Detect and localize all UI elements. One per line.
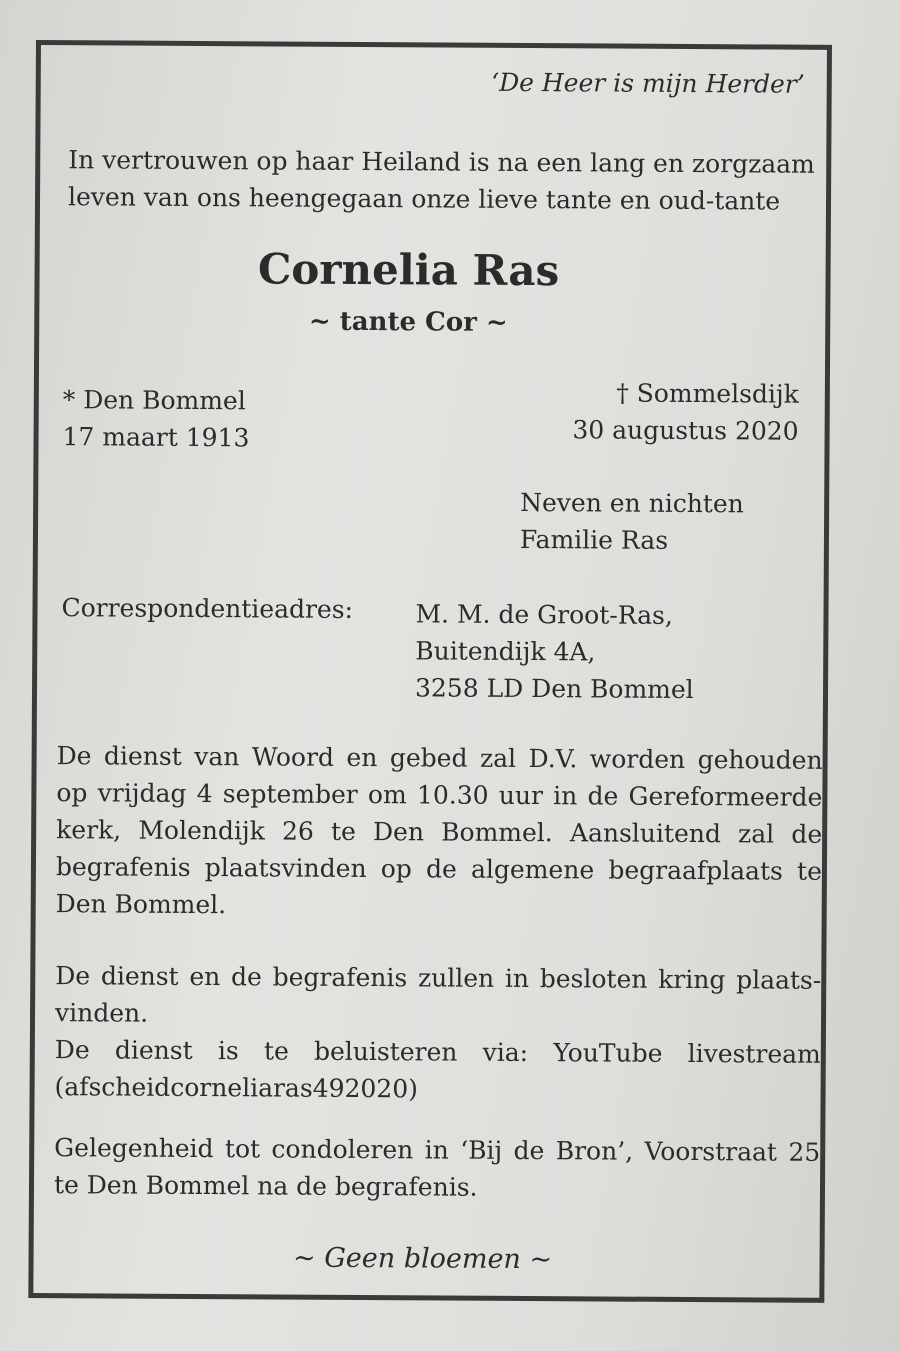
private-line: (afscheidcorneliaras492020) [54,1072,419,1104]
death-info [572,374,799,449]
address-line: 3258 LD Den Bommel [414,673,694,705]
correspondence-label: Correspondentieadres: [61,593,354,624]
deceased-nickname: ~ tante Cor ~ [308,306,508,338]
family-signature [520,484,744,559]
private-service-paragraph [54,957,821,1110]
family-line: Neven en nichten [520,487,744,519]
condolence-line: Gelegenheid tot condoleren in ‘Bij de Bron’, Voorstraat 25 [54,1133,821,1167]
service-line: Den Bommel. [55,889,227,920]
address-line: M. M. de Groot-Ras, [415,599,673,630]
obituary-content [53,45,823,1298]
death-date: 30 augustus 2020 [572,415,799,446]
death-place: † Sommelsdijk [616,378,799,409]
condolence-paragraph [54,1129,820,1208]
obituary-notice-frame [28,40,832,1303]
service-line: op vrijdag 4 september om 10.30 uur in de Gereformeerde [56,778,823,812]
service-line: kerk, Molendijk 26 te Den Bommel. Aansluitend zal de [56,815,823,849]
intro-line: leven van ons heengegaan onze lieve tante en oud-tante [67,182,781,216]
birth-info [62,381,249,456]
family-line: Familie Ras [519,524,669,555]
closing-note: ~ Geen bloemen ~ [292,1242,553,1276]
intro-line: In vertrouwen op haar Heiland is na een lang en zorgzaam [68,145,815,179]
deceased-name: Cornelia Ras [257,244,560,296]
motto: ‘De Heer is mijn Herder’ [491,67,805,99]
address-line: Buitendijk 4A, [415,636,596,667]
private-line: vinden. [54,998,149,1028]
condolence-line: te Den Bommel na de begrafenis. [53,1170,478,1202]
service-paragraph [56,737,823,927]
service-line: begrafenis plaatsvinden op de algemene begraafplaats te [55,852,823,886]
private-line: De dienst is te beluisteren via: YouTube livestream [54,1035,821,1069]
birth-date: 17 maart 1913 [62,422,250,453]
intro-text [68,141,828,220]
service-line: De dienst van Woord en gebed zal D.V. worden gehouden [56,741,823,775]
birth-place: * Den Bommel [62,385,246,416]
correspondence-address [415,595,694,708]
private-line: De dienst en de begrafenis zullen in besloten kring plaats- [55,961,822,995]
